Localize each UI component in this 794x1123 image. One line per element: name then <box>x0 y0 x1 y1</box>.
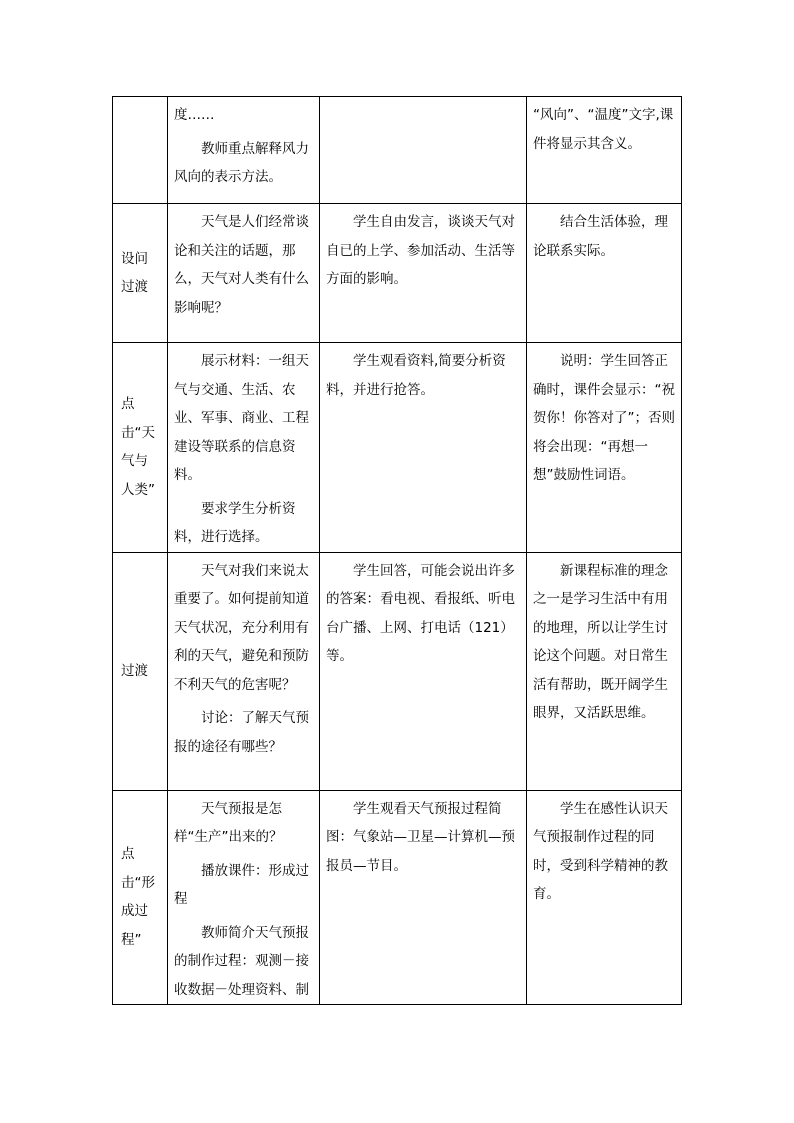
table-row <box>113 790 682 1005</box>
step-label-cell <box>113 204 168 343</box>
design-intent-paragraph: 新课程标准的理念之一是学习生活中有用的地理，所以让学生讨论这个问题。对日常生活有帮助，既开阔学生眼界，又活跃思维。 <box>533 562 668 721</box>
teacher-activity-cell <box>168 204 320 343</box>
design-intent-paragraph: 学生在感性认识天气预报制作过程的同时，受到科学精神的教育。 <box>533 800 668 902</box>
teacher-activity-paragraph: 天气对我们来说太重要了。如何提前知道天气状况，充分利用有利的天气，避免和预防不利天气的危害呢？ <box>174 562 309 693</box>
design-intent-cell <box>527 343 682 553</box>
teacher-activity-cell <box>168 97 320 204</box>
table-row <box>113 97 682 204</box>
step-label: 点击“天气与人类” <box>121 396 155 498</box>
teacher-activity-paragraph: 教师简介天气预报的制作过程：观测－接收数据－处理资料、制 <box>174 924 309 998</box>
teacher-activity-paragraph: 播放课件：形成过程 <box>174 862 309 907</box>
student-activity-cell <box>320 97 527 204</box>
student-activity-cell <box>320 790 527 1005</box>
step-label-cell <box>113 790 168 1005</box>
table-row <box>113 343 682 553</box>
student-activity-paragraph: 学生自由发言，谈谈天气对自已的上学、参加活动、生活等方面的影响。 <box>326 214 515 287</box>
student-activity-paragraph: 学生回答，可能会说出许多的答案：看电视、看报纸、听电台广播、上网、打电话（121）等。 <box>326 562 515 664</box>
step-label: 过渡 <box>121 662 148 679</box>
teacher-activity-cell <box>168 343 320 553</box>
teacher-activity-cell <box>168 790 320 1005</box>
design-intent-cell <box>527 204 682 343</box>
table-row <box>113 552 682 790</box>
step-label-cell <box>113 343 168 553</box>
step-label: 点击“形成过程” <box>121 846 155 948</box>
teacher-activity-paragraph: 天气预报是怎样“生产”出来的？ <box>174 800 283 845</box>
teacher-activity-paragraph: 讨论：了解天气预报的途径有哪些？ <box>174 710 309 755</box>
step-label-cell <box>113 552 168 790</box>
teacher-activity-paragraph: 度…… <box>174 107 215 123</box>
teacher-activity-paragraph: 展示材料：一组天气与交通、生活、农业、军事、商业、工程建设等联系的信息资料。 <box>174 353 309 483</box>
student-activity-cell <box>320 552 527 790</box>
student-activity-cell <box>320 204 527 343</box>
design-intent-paragraph: 结合生活体验，理论联系实际。 <box>533 214 668 259</box>
table-row <box>113 204 682 343</box>
student-activity-paragraph: 学生观看天气预报过程简图：气象站—卫星—计算机—预报员—节目。 <box>326 800 515 874</box>
design-intent-paragraph: “风向”、“温度”文字,课件将显示其含义。 <box>533 107 674 152</box>
student-activity-paragraph: 学生观看资料,简要分析资料，并进行抢答。 <box>326 353 506 398</box>
step-label-cell <box>113 97 168 204</box>
design-intent-paragraph: 说明：学生回答正确时，课件会显示：“祝贺你！你答对了”；否则将会出现：“再想一想”鼓励性词语。 <box>533 353 675 483</box>
design-intent-cell <box>527 552 682 790</box>
teacher-activity-paragraph: 天气是人们经常谈论和关注的话题，那么，天气对人类有什么影响呢？ <box>174 214 309 316</box>
student-activity-cell <box>320 343 527 553</box>
teacher-activity-cell <box>168 552 320 790</box>
design-intent-cell <box>527 97 682 204</box>
step-label: 设问过渡 <box>121 250 148 295</box>
teacher-activity-paragraph: 要求学生分析资料，进行选择。 <box>174 500 296 545</box>
lesson-plan-table <box>112 96 682 1005</box>
teacher-activity-paragraph: 教师重点解释风力风向的表示方法。 <box>174 140 309 185</box>
design-intent-cell <box>527 790 682 1005</box>
